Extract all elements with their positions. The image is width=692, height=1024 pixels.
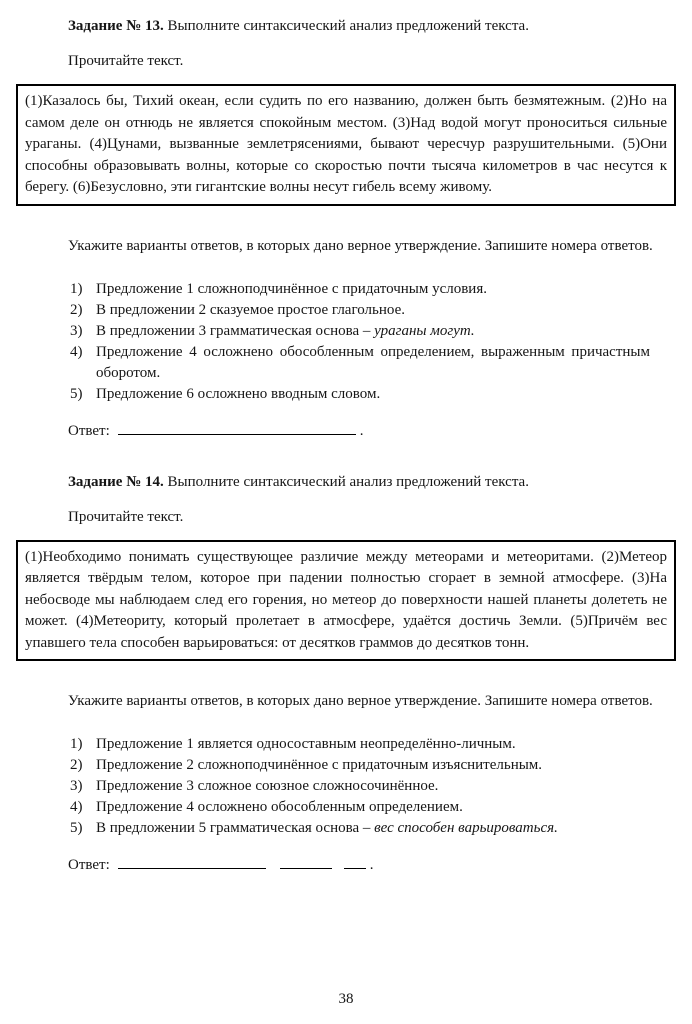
option-text-plain: Предложение 2 сложноподчинённое с придаточным изъяснительным. bbox=[96, 757, 543, 773]
answer-blank bbox=[118, 855, 266, 869]
option-number: 1) bbox=[70, 280, 83, 297]
option-number: 1) bbox=[70, 736, 83, 752]
option-text-plain: В предложении 5 грамматическая основа – bbox=[96, 820, 375, 836]
task-13-answer-line bbox=[16, 421, 676, 442]
task-13-read-prompt: Прочитайте текст. bbox=[68, 53, 184, 69]
task-13-passage-text: (1)Казалось бы, Тихий океан, если судить по его названию, должен быть безмятежным. (2)Но на самом деле он отнюдь не является спокойным местом. (3)Над водой могут проноситься сильные ураганы. (4)Цунами, вызванные землетрясениями, бывают чересчур разрушительными. (5)Они способны образовывать волны, которые со скоростью почти тысяча километров в час несутся к берегу. (6)Безусловно, эти гигантские волны несут гибель всему живому. bbox=[25, 93, 667, 195]
task-13-instruction: Выполните синтаксический анализ предложений текста. bbox=[163, 18, 529, 34]
option-item bbox=[70, 321, 676, 342]
task-13-options bbox=[16, 279, 676, 405]
option-number: 2) bbox=[70, 301, 83, 318]
option-item bbox=[70, 300, 676, 321]
option-text-plain: Предложение 4 осложнено обособленным определением. bbox=[96, 799, 463, 815]
task-14-section bbox=[16, 472, 676, 877]
option-item bbox=[70, 734, 676, 755]
option-text-plain: Предложение 1 является односоставным неопределённо-личным. bbox=[96, 736, 516, 752]
option-item bbox=[70, 279, 676, 300]
option-text bbox=[96, 321, 676, 342]
option-item bbox=[70, 797, 676, 818]
answer-punct: . bbox=[359, 422, 364, 439]
option-text-plain: Предложение 4 осложнено обособленным определением, выраженным причастным оборотом. bbox=[96, 343, 650, 381]
option-number: 4) bbox=[70, 343, 83, 360]
answer-label: Ответ: bbox=[68, 422, 110, 439]
option-text bbox=[96, 818, 676, 839]
task-14-question: Укажите варианты ответов, в которых дано верное утверждение. Запишите номера ответов. bbox=[68, 693, 653, 709]
task-14-read-prompt: Прочитайте текст. bbox=[68, 508, 184, 525]
answer-blank bbox=[280, 855, 332, 869]
option-text-plain: Предложение 1 сложноподчинённое с придаточным условия. bbox=[96, 280, 487, 297]
task-14-title: Задание № 14. bbox=[68, 473, 164, 490]
task-13-heading bbox=[16, 16, 676, 37]
option-text-plain: В предложении 2 сказуемое простое глагольное. bbox=[96, 301, 405, 318]
option-text bbox=[96, 342, 676, 384]
task-14-options bbox=[16, 734, 676, 839]
option-text-italic: ураганы могут. bbox=[374, 322, 475, 339]
option-item bbox=[70, 776, 676, 797]
answer-label: Ответ: bbox=[68, 857, 110, 873]
option-text bbox=[96, 279, 676, 300]
task-13-title: Задание № 13. bbox=[68, 18, 164, 34]
option-text bbox=[96, 755, 676, 776]
task-14-heading bbox=[16, 472, 676, 493]
option-number: 3) bbox=[70, 322, 83, 339]
option-text-plain: В предложении 3 грамматическая основа – bbox=[96, 322, 375, 339]
task-14-answer-line bbox=[16, 855, 676, 876]
task-13-question: Укажите варианты ответов, в которых дано верное утверждение. Запишите номера ответов. bbox=[68, 237, 653, 254]
task-14-passage-box bbox=[16, 540, 676, 662]
option-number: 5) bbox=[70, 385, 83, 402]
option-number: 5) bbox=[70, 820, 83, 836]
answer-blank bbox=[118, 421, 356, 435]
option-item bbox=[70, 342, 676, 384]
option-text bbox=[96, 734, 676, 755]
option-item bbox=[70, 384, 676, 405]
option-text bbox=[96, 300, 676, 321]
option-text bbox=[96, 776, 676, 797]
option-text-italic: вес способен варьироваться. bbox=[374, 820, 558, 836]
option-number: 3) bbox=[70, 778, 83, 794]
option-text bbox=[96, 384, 676, 405]
option-number: 4) bbox=[70, 799, 83, 815]
option-item bbox=[70, 818, 676, 839]
task-13-passage-box bbox=[16, 84, 676, 206]
option-number: 2) bbox=[70, 757, 83, 773]
option-item bbox=[70, 755, 676, 776]
option-text bbox=[96, 797, 676, 818]
task-14-passage-text: (1)Необходимо понимать существующее различие между метеорами и метеоритами. (2)Метеор является твёрдым телом, которое при падении полностью сгорает в земной атмосфере. (3)На небосводе мы наблюдаем след его горения, но метеор до поверхности нашей планеты долететь не может. (4)Метеориту, который пролетает в атмосфере, удаётся достичь Земли. (5)Причём вес упавшего тела способен варьироваться: от десятков граммов до десятков тонн. bbox=[25, 548, 667, 651]
answer-punct: . bbox=[369, 857, 374, 873]
answer-blank bbox=[344, 855, 366, 869]
task-13-section bbox=[16, 16, 676, 442]
option-text-plain: Предложение 6 осложнено вводным словом. bbox=[96, 385, 381, 402]
option-text-plain: Предложение 3 сложное союзное сложносочинённое. bbox=[96, 778, 439, 794]
page-number: 38 bbox=[338, 991, 354, 1007]
task-14-instruction: Выполните синтаксический анализ предложений текста. bbox=[163, 473, 529, 490]
